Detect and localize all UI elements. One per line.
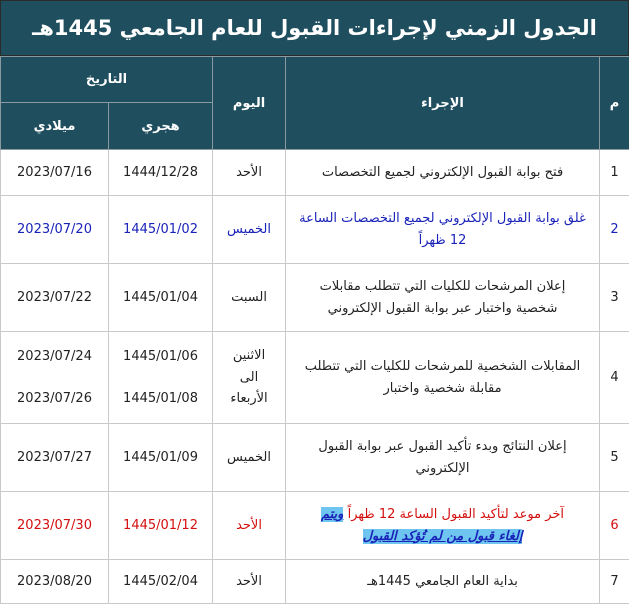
row-hijri: 1444/12/28 xyxy=(109,150,213,196)
row-action: إعلان النتائج وبدء تأكيد القبول عبر بوابة القبول الإلكتروني xyxy=(286,424,600,492)
day-from: الاثنين xyxy=(232,348,266,364)
row-number: 7 xyxy=(600,560,629,604)
row-hijri: 1445/02/04 xyxy=(109,560,213,604)
hijri-from: 1445/01/06 xyxy=(123,348,198,364)
row-hijri: 1445/01/04 xyxy=(109,264,213,332)
gregorian-from: 2023/07/24 xyxy=(17,348,92,364)
row-hijri-range xyxy=(109,332,213,424)
row-hijri: 1445/01/12 xyxy=(109,492,213,560)
table-row xyxy=(1,264,629,332)
row-day: الأحد xyxy=(213,150,286,196)
row-gregorian: 2023/07/20 xyxy=(1,196,109,264)
page-title: الجدول الزمني لإجراءات القبول للعام الجامعي 1445هـ xyxy=(0,0,629,56)
row-number: 1 xyxy=(600,150,629,196)
row-number: 3 xyxy=(600,264,629,332)
row-number: 5 xyxy=(600,424,629,492)
row-action: إعلان المرشحات للكليات التي تتطلب مقابلات شخصية واختبار عبر بوابة القبول الإلكتروني xyxy=(286,264,600,332)
row-gregorian: 2023/07/16 xyxy=(1,150,109,196)
row-action: المقابلات الشخصية للمرشحات للكليات التي تتطلب مقابلة شخصية واختبار xyxy=(286,332,600,424)
row-number: 2 xyxy=(600,196,629,264)
row-day: الأحد xyxy=(213,492,286,560)
row-action: بداية العام الجامعي 1445هـ xyxy=(286,560,600,604)
table-row xyxy=(1,150,629,196)
table-row xyxy=(1,424,629,492)
row-gregorian: 2023/07/27 xyxy=(1,424,109,492)
schedule-table xyxy=(0,56,629,604)
row-hijri: 1445/01/09 xyxy=(109,424,213,492)
table-row xyxy=(1,492,629,560)
action-highlight-2: إلغاء قبول من لم تُؤكد القبول xyxy=(362,528,523,544)
row-gregorian-range xyxy=(1,332,109,424)
row-number: 4 xyxy=(600,332,629,424)
row-day: الأحد xyxy=(213,560,286,604)
table-row xyxy=(1,196,629,264)
header-gregorian: ميلادي xyxy=(1,103,109,150)
row-day: السبت xyxy=(213,264,286,332)
row-gregorian: 2023/07/30 xyxy=(1,492,109,560)
hijri-to: 1445/01/08 xyxy=(123,391,198,407)
row-action: غلق بوابة القبول الإلكتروني لجميع التخصصات الساعة 12 ظهراً xyxy=(286,196,600,264)
row-action xyxy=(286,492,600,560)
row-hijri: 1445/01/02 xyxy=(109,196,213,264)
header-action: الإجراء xyxy=(286,57,600,150)
row-gregorian: 2023/07/22 xyxy=(1,264,109,332)
day-to-word: الى xyxy=(239,369,259,385)
action-main-text: آخر موعد لتأكيد القبول الساعة 12 ظهراً xyxy=(347,507,565,523)
gregorian-to: 2023/07/26 xyxy=(17,391,92,407)
row-action: فتح بوابة القبول الإلكتروني لجميع التخصصات xyxy=(286,150,600,196)
header-num: م xyxy=(600,57,629,150)
row-day: الخميس xyxy=(213,196,286,264)
table-row xyxy=(1,332,629,424)
row-day: الخميس xyxy=(213,424,286,492)
header-hijri: هجري xyxy=(109,103,213,150)
table-row xyxy=(1,560,629,604)
row-gregorian: 2023/08/20 xyxy=(1,560,109,604)
day-to: الأربعاء xyxy=(230,391,268,407)
row-number: 6 xyxy=(600,492,629,560)
action-highlight-1: ويتم xyxy=(320,507,344,523)
header-day: اليوم xyxy=(213,57,286,150)
header-date: التاريخ xyxy=(1,57,213,103)
row-day-range xyxy=(213,332,286,424)
